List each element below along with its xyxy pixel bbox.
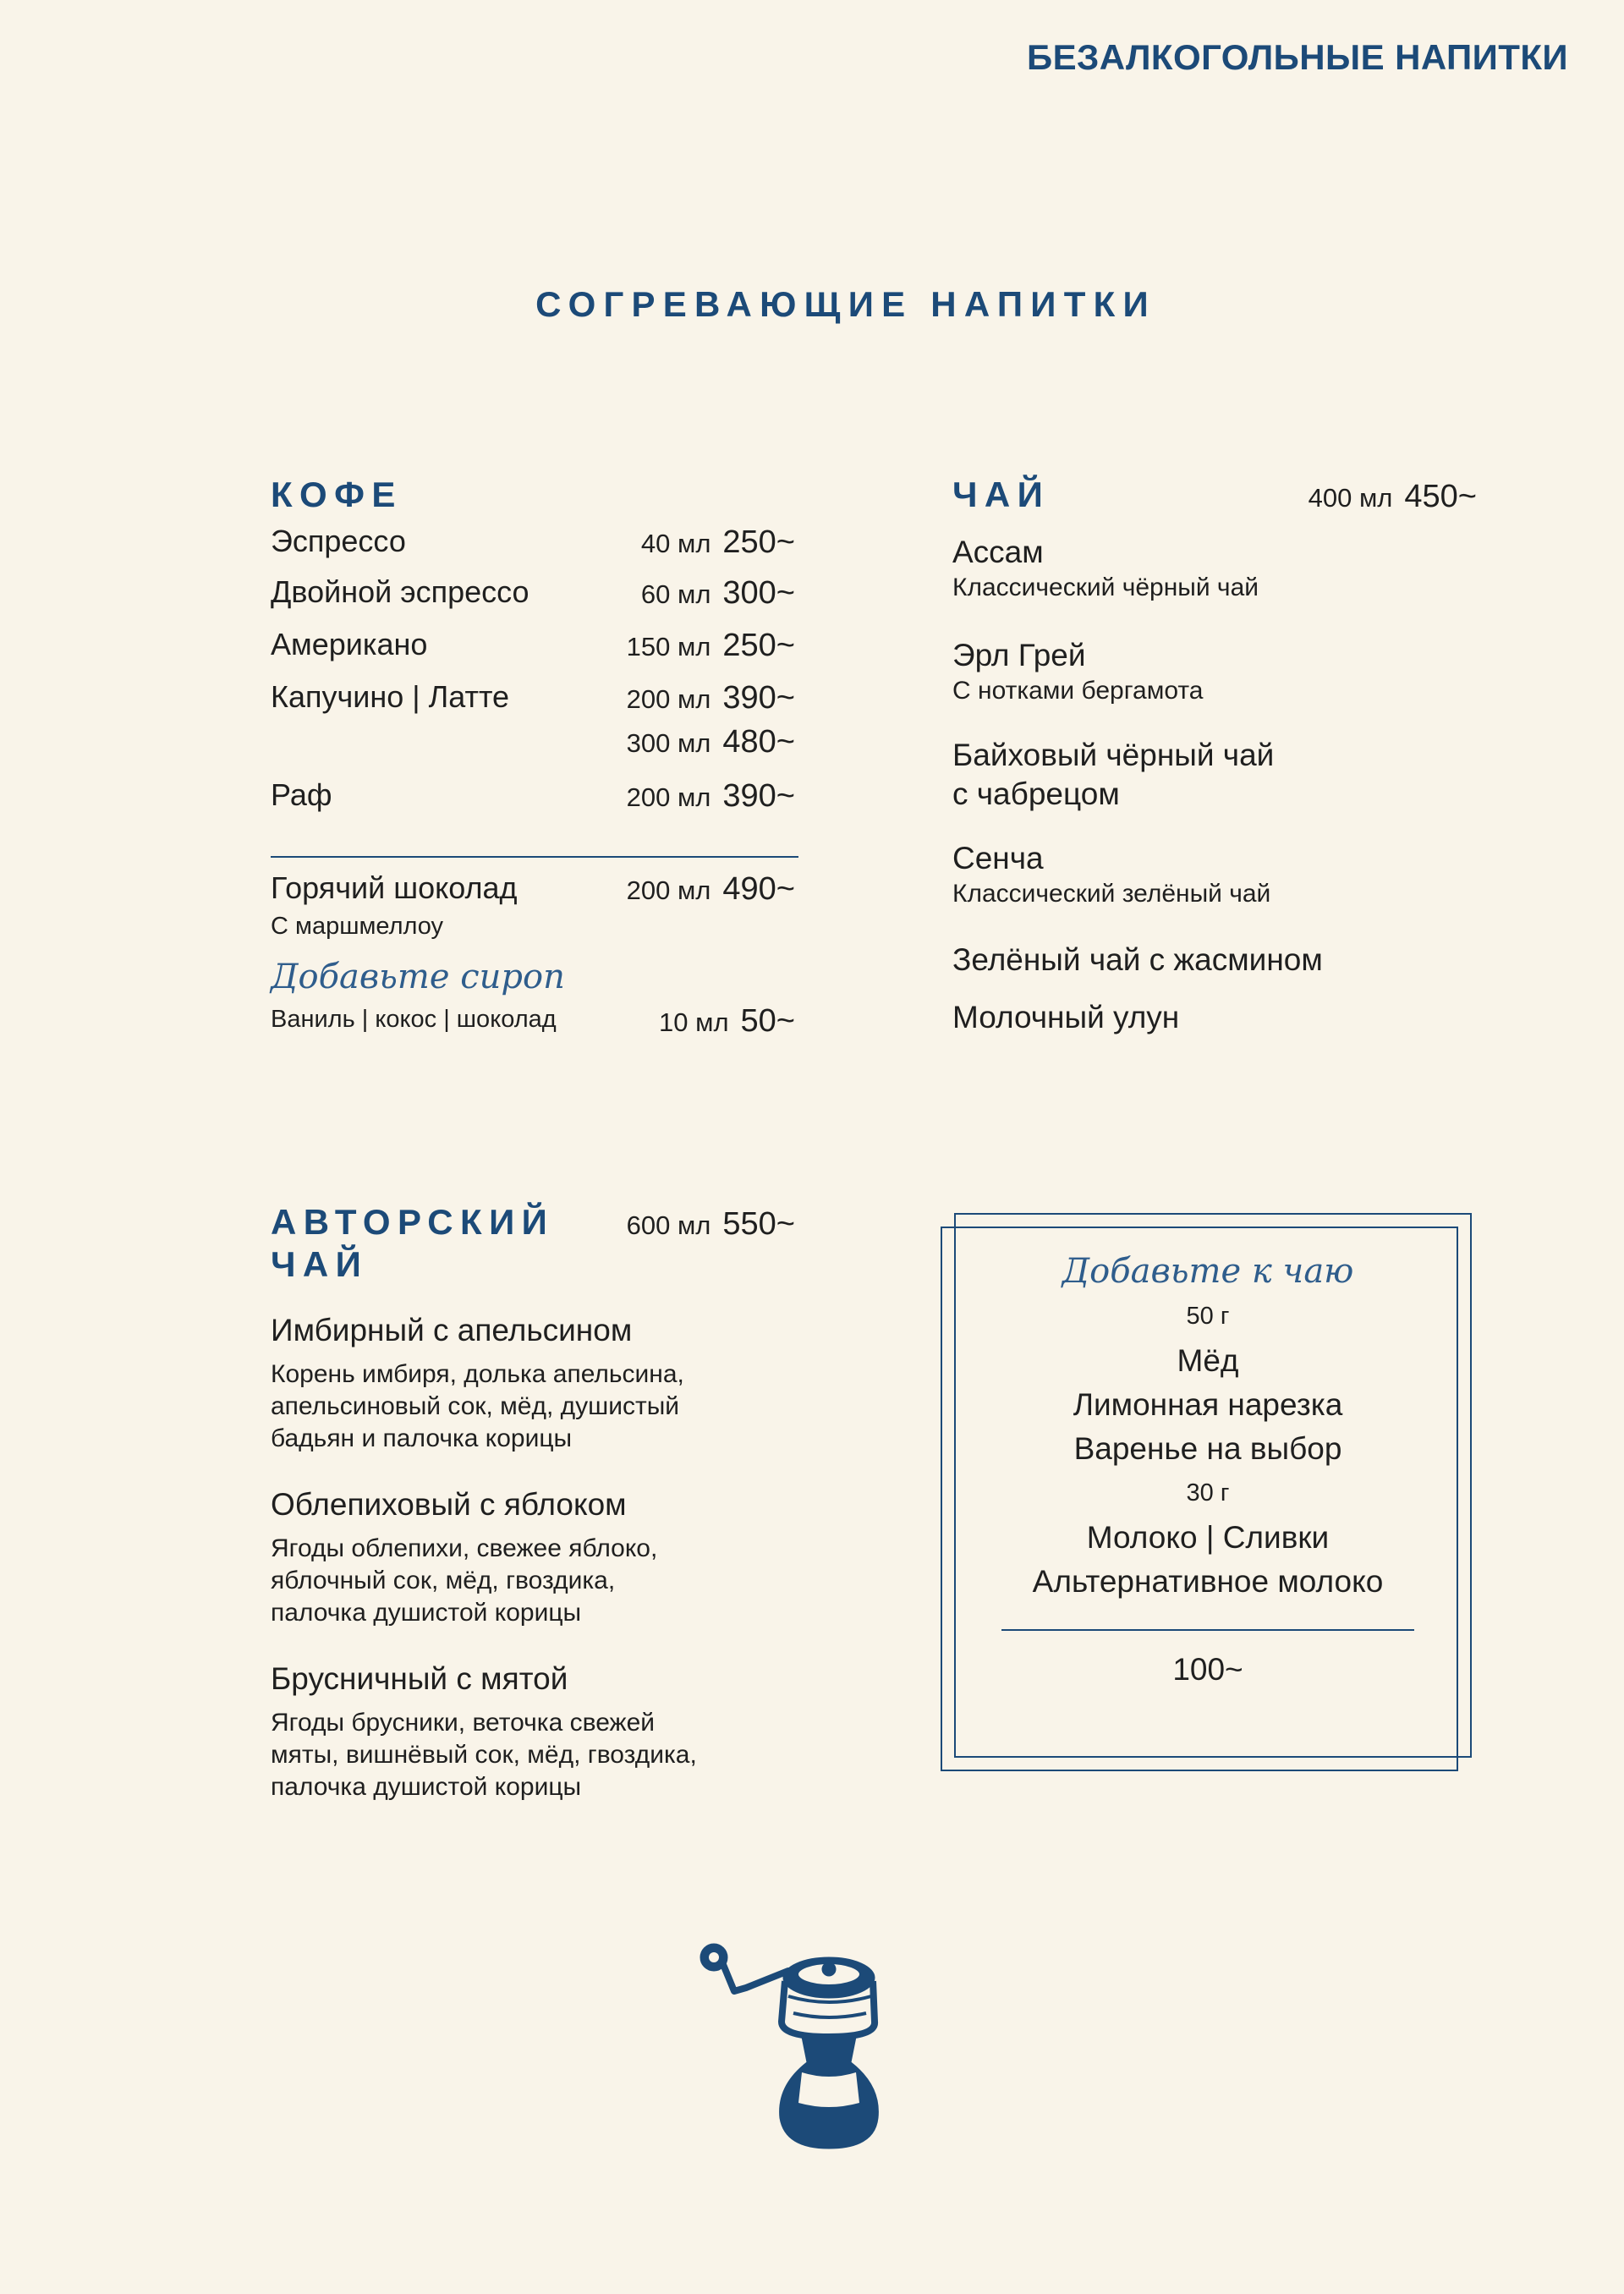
coffee-item xyxy=(271,628,795,661)
hot-chocolate-name: Горячий шоколад xyxy=(271,870,518,905)
addons-item: Варенье на выбор xyxy=(1073,1431,1342,1466)
coffee-item-price: 480~ xyxy=(722,724,795,760)
author-tea-item-desc: Ягоды облепихи, свежее яблоко, xyxy=(271,1534,658,1562)
hot-chocolate-item xyxy=(271,871,795,942)
coffee-item-name: Двойной эспрессо xyxy=(271,574,529,609)
author-tea-item-desc: палочка душистой корицы xyxy=(271,1773,582,1801)
author-tea-item xyxy=(271,1660,697,1803)
page-category-title: БЕЗАЛКОГОЛЬНЫЕ НАПИТКИ xyxy=(1027,37,1568,77)
coffee-item-name: Капучино | Латте xyxy=(271,679,510,714)
syrup-volume: 10 мл xyxy=(659,1007,729,1037)
coffee-item-name: Американо xyxy=(271,627,428,661)
coffee-grinder-icon xyxy=(694,1937,897,2157)
tea-volume: 400 мл xyxy=(1308,483,1393,513)
coffee-item-price: 390~ xyxy=(722,778,795,814)
hot-chocolate-volume: 200 мл xyxy=(626,875,711,905)
author-tea-item-name: Облепиховый с яблоком xyxy=(271,1487,627,1522)
author-tea-item-name: Брусничный с мятой xyxy=(271,1661,568,1696)
coffee-list xyxy=(271,524,795,829)
tea-item-desc: Классический зелёный чай xyxy=(952,880,1271,908)
coffee-section xyxy=(271,474,795,1039)
tea-item xyxy=(952,533,1259,604)
coffee-item-price: 250~ xyxy=(722,628,795,663)
author-tea-title-line2: ЧАЙ xyxy=(271,1244,369,1284)
coffee-item xyxy=(271,575,795,609)
coffee-item xyxy=(271,680,795,714)
tea-item-desc: Классический чёрный чай xyxy=(952,574,1259,601)
coffee-item-volume: 60 мл xyxy=(640,579,711,609)
author-tea-title: АВТОРСКИЙ xyxy=(271,1202,555,1242)
author-tea-item-desc: Ягоды брусники, веточка свежей xyxy=(271,1709,656,1737)
syrup-options: Ваниль | кокос | шоколад xyxy=(271,1006,557,1033)
coffee-item-price: 250~ xyxy=(722,524,795,560)
tea-item xyxy=(952,839,1270,910)
addons-item: Мёд xyxy=(1177,1343,1239,1378)
tea-title: ЧАЙ xyxy=(952,475,1051,514)
addons-item: Лимонная нарезка xyxy=(1073,1387,1343,1422)
tea-item-name: Сенча xyxy=(952,841,1044,875)
addons-divider xyxy=(1001,1629,1414,1631)
author-tea-item-desc: бадьян и палочка корицы xyxy=(271,1424,573,1452)
coffee-item-volume: 200 мл xyxy=(626,782,711,812)
addons-title: Добавьте к чаю xyxy=(1062,1252,1354,1291)
addons-weight: 50 г xyxy=(1186,1303,1230,1330)
coffee-item xyxy=(271,524,795,558)
section-heading: СОГРЕВАЮЩИЕ НАПИТКИ xyxy=(535,284,1156,324)
hot-chocolate-price: 490~ xyxy=(722,871,795,907)
tea-item-name: Байховый чёрный чай xyxy=(952,738,1275,772)
tea-item xyxy=(952,736,1274,814)
coffee-title: КОФЕ xyxy=(271,475,403,514)
syrup-row xyxy=(271,1003,795,1039)
author-tea-item xyxy=(271,1485,657,1629)
tea-item-name: Эрл Грей xyxy=(952,638,1086,672)
author-tea-price: 550~ xyxy=(722,1206,795,1242)
tea-item-name: Зелёный чай с жасмином xyxy=(952,942,1323,977)
coffee-item-price: 300~ xyxy=(722,575,795,611)
coffee-item-volume: 300 мл xyxy=(626,728,711,758)
author-tea-item-name: Имбирный с апельсином xyxy=(271,1313,633,1347)
coffee-item-name: Эспрессо xyxy=(271,524,406,558)
coffee-item-volume: 150 мл xyxy=(626,632,711,661)
syrup-title: Добавьте сироп xyxy=(271,958,565,996)
divider xyxy=(271,856,798,858)
addons-box xyxy=(946,1252,1470,1692)
author-tea-item-desc: палочка душистой корицы xyxy=(271,1599,582,1627)
tea-item xyxy=(952,636,1203,707)
author-tea-section xyxy=(271,1201,795,1801)
tea-item-desc: С нотками бергамота xyxy=(952,677,1204,705)
tea-price-row xyxy=(1309,479,1477,515)
tea-section xyxy=(952,474,1477,1034)
author-tea-volume: 600 мл xyxy=(626,1210,711,1240)
tea-item-name: Молочный улун xyxy=(952,1000,1180,1034)
tea-item xyxy=(952,998,1179,1037)
coffee-item-name: Раф xyxy=(271,777,332,812)
author-tea-item xyxy=(271,1311,684,1455)
tea-price: 450~ xyxy=(1404,479,1477,514)
hot-chocolate-desc: С маршмеллоу xyxy=(271,913,444,940)
addons-item: Альтернативное молоко xyxy=(1032,1564,1384,1599)
addons-item: Молоко | Сливки xyxy=(1086,1520,1330,1555)
coffee-item xyxy=(271,778,795,812)
syrup-price: 50~ xyxy=(740,1003,795,1039)
author-tea-price-row xyxy=(627,1206,795,1243)
addons-weight: 30 г xyxy=(1186,1479,1230,1506)
tea-item xyxy=(952,941,1323,980)
coffee-item-price: 390~ xyxy=(722,680,795,716)
coffee-item-volume: 200 мл xyxy=(626,684,711,714)
author-tea-item-desc: яблочный сок, мёд, гвоздика, xyxy=(271,1567,616,1594)
coffee-item-volume: 40 мл xyxy=(640,529,711,558)
tea-item-name-line2: с чабрецом xyxy=(952,777,1120,811)
author-tea-item-desc: мяты, вишнёвый сок, мёд, гвоздика, xyxy=(271,1741,697,1769)
addons-price: 100~ xyxy=(1172,1652,1243,1687)
author-tea-item-desc: Корень имбиря, долька апельсина, xyxy=(271,1360,684,1388)
author-tea-item-desc: апельсиновый сок, мёд, душистый xyxy=(271,1392,680,1420)
tea-item-name: Ассам xyxy=(952,535,1044,569)
